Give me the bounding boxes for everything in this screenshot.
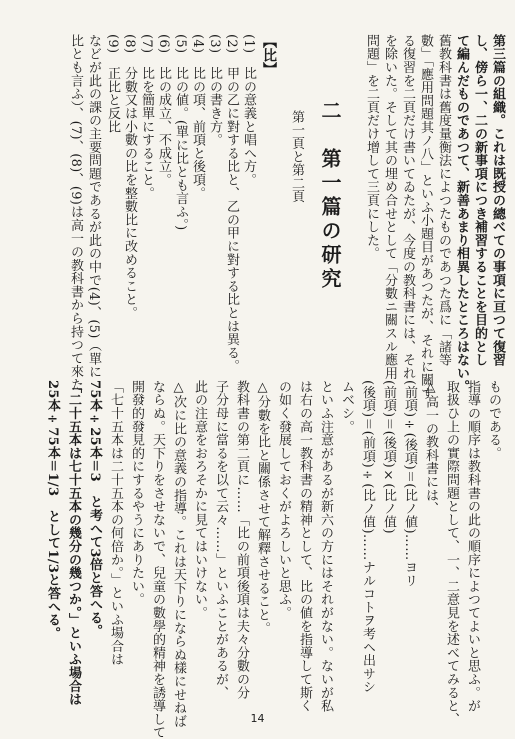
subsection-heading: 第一頁と第二頁	[289, 110, 304, 204]
paragraph-line: 指導の順序は教科書の此の順序によつてよいと思ふ。が	[465, 380, 480, 713]
list-item: (6) 比の成立、不成立。	[156, 34, 171, 187]
paragraph-line: 舊教科書は舊度量衡法によつたものであつた爲に「諸等	[436, 34, 451, 367]
paragraph-line: の如く發展しておくがよろしいと思ふ。	[276, 380, 291, 620]
paragraph-line: 第三篇の組織。これは既授の總べての事項に亘つて復習	[490, 34, 505, 367]
paragraph-line: (前項)÷(後項)＝(比ノ値)……ヨリ	[402, 380, 417, 588]
paragraph-line: る復習を二頁だけ書いてゐたが、今度の教科書には、それ	[400, 34, 415, 380]
paragraph-line: 75本÷25本＝3 と考へて3倍と答へる。	[87, 380, 102, 638]
paragraph-line: 比とも言ふ）、(7)、(8)、(9)は高一の教科書から持つて來た	[68, 34, 83, 392]
paragraph-line: ならぬ。天下りをさせないで、兒童の數學的精神を誘導して	[150, 380, 165, 739]
page-number: 14	[250, 712, 265, 725]
paragraph-line: ものである。	[486, 380, 501, 460]
paragraph-line: 問題」を二頁だけ增して三頁にした。	[364, 34, 379, 261]
list-item: (3) 比の書き方。	[207, 34, 222, 147]
list-item: (4) 比の項、前項と後項。	[190, 34, 205, 200]
paragraph-line: 子分母に當るを以て云々……」といふことがあるが、	[213, 380, 228, 700]
paragraph-line: 開發的發見的にするやうにありたい。	[129, 380, 144, 607]
paragraph-line: などが此の課の主要問題であるが此の中で(4)、(5)（單に	[86, 34, 101, 379]
paragraph-line: し、傍ら一、二の新事項につき補習することを目的とし	[472, 34, 487, 367]
list-item: (8) 分數又は小數の比を整數比に改めること。	[122, 34, 137, 320]
paragraph-line: (後項)＝(前項)÷(比ノ值)……ナルコトヲ考ヘ出サシ	[360, 380, 375, 694]
list-item: (5) 比の値。(單に比とも言ふ。)	[173, 34, 188, 231]
paragraph-line: て編んだものであつて、新善あまり相異したところはない。	[454, 34, 469, 394]
paragraph-line: ムベシ。	[339, 380, 354, 434]
list-item: (9) 正比と反比	[105, 34, 120, 134]
list-item: (2) 甲の乙に對する比と、乙の甲に對する比とは異る。	[224, 34, 239, 373]
paragraph-line: (前項)＝(後項)×(比ノ值)	[381, 380, 396, 534]
paragraph-line: △分數を比と關係させて解釋させること。	[255, 380, 270, 635]
paragraph-line: といふ注意があるが新六の方にはそれがない。ないが私	[318, 380, 333, 713]
paragraph-line: 教科書の第二頁に……「比の前項後項は夫々分數の分	[234, 380, 249, 700]
section-title: 二 第一篇の研究	[318, 100, 342, 292]
paragraph-line: は右の高一教科書の精神として、比の値を指導して斯く	[297, 380, 312, 713]
paragraph-line: を除いた。そして其の埋め合せとして「分數ニ關スル應用	[382, 34, 397, 380]
paragraph-line: △高一の教科書には、	[423, 380, 438, 515]
paragraph-line: △次に比の意義の指導。これは天下りにならぬ樣にせねば	[171, 380, 186, 728]
paragraph-line: 「二十五本は七十五本の幾分の幾つか。」といふ場合は	[66, 380, 81, 706]
paragraph-line: 「七十五本は二十五本の何倍か。」といふ場合は	[108, 380, 123, 667]
paragraph-line: 25本÷75本＝1/3 として1/3と答へる。	[45, 380, 60, 640]
list-item: (1) 比の意義と唱へ方。	[241, 34, 256, 187]
list-item: (7) 比を簡單にすること。	[139, 34, 154, 200]
paragraph-line: 此の注意をおろそかに見てはいけない。	[192, 380, 207, 620]
paragraph-line: 數」「應用問題其ノ八」といふ小題目があつたが、それに關す	[418, 34, 433, 400]
box-label: 【比】	[261, 34, 277, 76]
paragraph-line: 取扱ひ上の實際問題として、一、二意見を述べてみると、	[444, 380, 459, 726]
